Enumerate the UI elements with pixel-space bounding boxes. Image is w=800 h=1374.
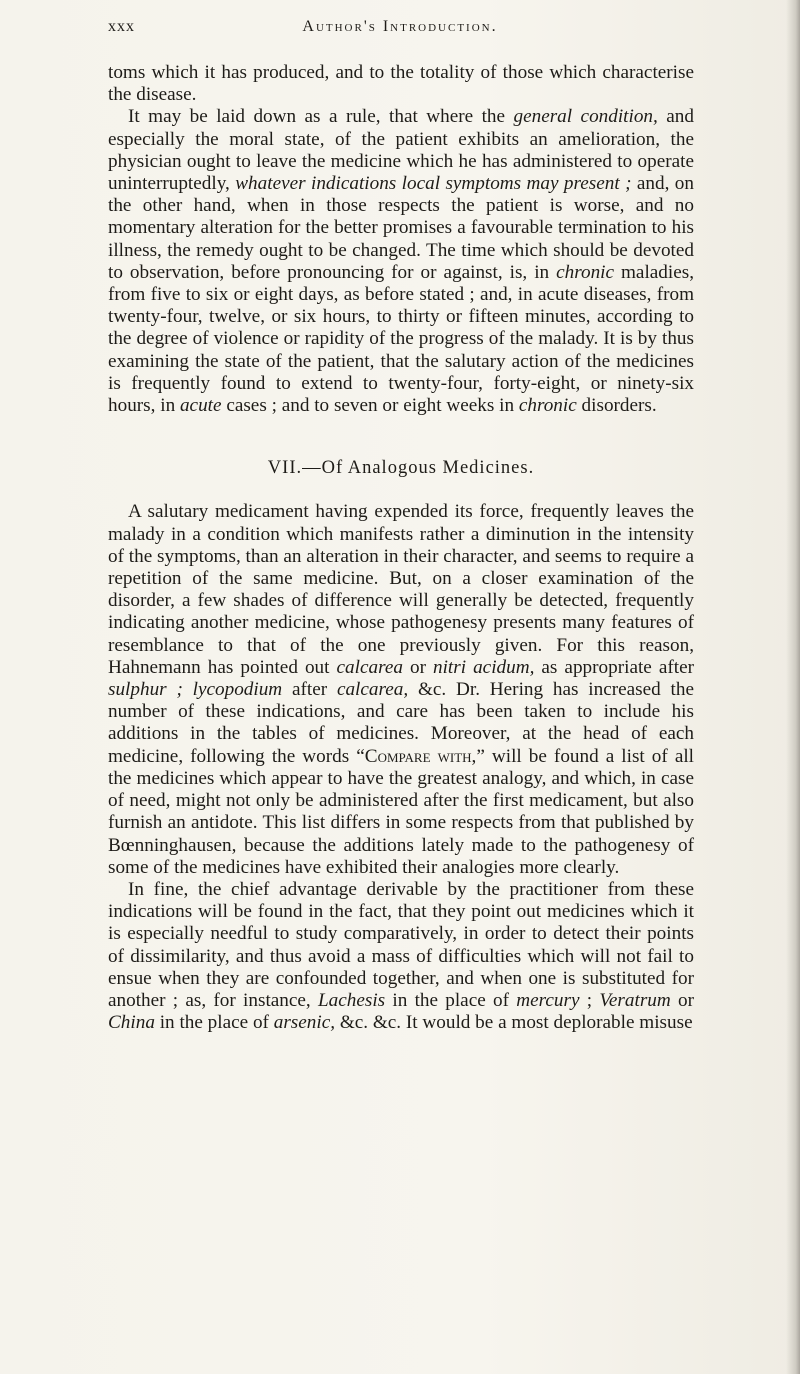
body-text (108, 62, 694, 1034)
italic-term: general condition, (513, 106, 658, 128)
paragraph-continued: toms which it has produced, and to the totality of those which characterise the disease. (108, 62, 694, 106)
text-run: In fine, the chief advantage derivable by the practitioner from these indications will be found in the fact, that they point out medicines which it is especially needful to study comparatively, in order to detect their points of dissimilarity, and thus avoid a mass of difficulties which will not fail to ensue when they are confounded together, and when one is substituted for another ; as, for instance, (108, 878, 694, 1011)
text-run: after (282, 679, 337, 701)
text-run: or (402, 656, 433, 678)
small-caps-phrase: Compare with, (364, 745, 477, 767)
text-run: in the place of (385, 989, 517, 1011)
text-run: &c. Dr. Hering has increased the number of these indications, and care has been taken to include his additions in the tables of medicines. Moreover, at the head of each medicine, following the words “ (108, 679, 694, 767)
page-header (108, 18, 692, 44)
italic-term: calcarea (336, 656, 403, 678)
text-run: A salutary medicament having expended its force, frequently leaves the malady in a condition which manifests rather a diminution in the intensity of the symptoms, than an alteration in their character, and seems to require a repetition of the same medicine. But, on a closer examination of the disorder, a few shades of difference will generally be detected, frequently indicating another medicine, whose pathogenesy presents many features of resemblance to that of the one previously given. For this reason, Hahnemann has pointed out (108, 501, 694, 678)
text-run: ; (579, 989, 600, 1011)
italic-term: chronic (518, 395, 577, 417)
text-run: maladies, from five to six or eight days, as before stated ; and, in acute diseases, from twenty-four, twelve, or six hours, to thirty or fifteen minutes, according to the degree of violence or rapidity of the progress of the malady. It is by thus examining the state of the patient, that the salutary action of the medicines is frequently found to extend to twenty-four, forty-eight, or ninety-six hours, in (108, 261, 694, 417)
text-run: as appropriate after (534, 656, 694, 678)
italic-term: Veratrum (599, 989, 671, 1011)
italic-term: nitri acidum, (433, 656, 535, 678)
page-number: xxx (108, 18, 135, 35)
italic-term: sulphur ; lycopodium (108, 679, 283, 701)
paragraph-rule (108, 106, 694, 417)
italic-term: Lachesis (317, 989, 386, 1011)
paragraph-in-fine (108, 879, 694, 1034)
text-run: cases ; and to seven or eight weeks in (221, 395, 519, 417)
text-run: ” will be found a list of all the medicines which appear to have the greatest analogy, and which, in case of need, might not only be administered after the first medicament, but also furnish an antidote. This list differs in some respects from that published by Bœnninghausen, because the additions lately made to the pathogenesy of some of the medicines have exhibited their analogies more clearly. (108, 745, 694, 878)
italic-term: China (108, 1012, 155, 1034)
text-run: It may be laid down as a rule, that where the (128, 106, 514, 128)
section-heading: VII.—Of Analogous Medicines. (267, 458, 535, 479)
text-run: and especially the moral state, of the patient exhibits an amelioration, the physician ought to leave the medicine which he has administered to operate uninterruptedly, (108, 106, 694, 195)
page-edge-shadow (786, 0, 800, 1374)
text-run: in the place of (154, 1012, 274, 1034)
paragraph-analogous (108, 501, 694, 878)
italic-term: chronic (556, 261, 615, 283)
italic-term: acute (179, 395, 222, 417)
text-run: disorders. (576, 395, 657, 417)
running-head: Author's Introduction. (302, 18, 498, 35)
italic-term: calcarea, (336, 679, 409, 701)
italic-term: arsenic, (273, 1012, 336, 1034)
text-run: and, on the other hand, when in those respects the patient is worse, and no momentary alteration for the better promises a favourable termination to his illness, the remedy ought to be changed. The time which should be devoted to observation, before pronouncing for or against, is, in (108, 173, 694, 283)
italic-term: mercury (516, 989, 580, 1011)
text-run: or (670, 989, 694, 1011)
italic-phrase: whatever indications local symptoms may present ; (235, 173, 632, 195)
text-run: &c. &c. It would be a most deplorable misuse (335, 1012, 693, 1034)
